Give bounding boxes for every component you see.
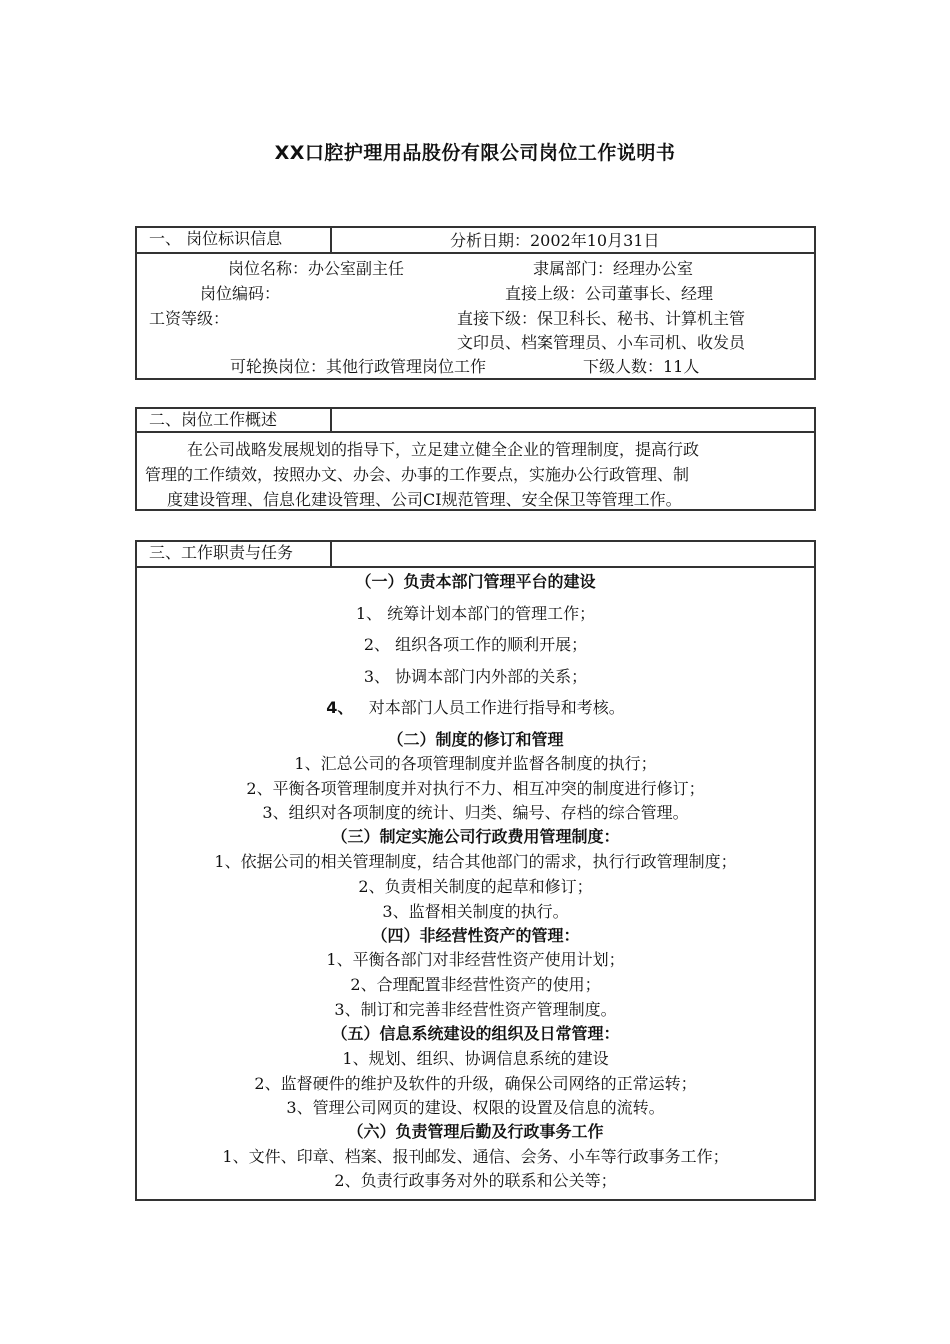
- duty-item: 3、管理公司网页的建设、权限的设置及信息的流转。: [286, 1098, 665, 1117]
- section-duties: [135, 540, 816, 1201]
- duty-item: 2、负责相关制度的起草和修订；: [358, 877, 593, 896]
- document-title: XX口腔护理用品股份有限公司岗位工作说明书: [274, 142, 676, 164]
- direct-superior: 直接上级：公司董事长、经理: [505, 284, 714, 303]
- summary-line-3: 度建设管理、信息化建设管理、公司CI规范管理、安全保卫等管理工作。: [167, 490, 682, 509]
- duty-item: 3、监督相关制度的执行。: [382, 902, 569, 921]
- section-heading-identification: 一、 岗位标识信息: [137, 228, 332, 254]
- duty-item: 1、规划、组织、协调信息系统的建设: [342, 1049, 609, 1068]
- duty-group-2-title: （二）制度的修订和管理: [387, 730, 564, 749]
- section-heading-duties: 三、工作职责与任务: [137, 542, 332, 568]
- duty-group-1-title: （一）负责本部门管理平台的建设: [355, 572, 596, 591]
- duty-item: 3、制订和完善非经营性资产管理制度。: [334, 1000, 617, 1019]
- duty-item: 1、依据公司的相关管理制度，结合其他部门的需求，执行行政管理制度；: [214, 852, 737, 871]
- duty-item: 1、平衡各部门对非经营性资产使用计划；: [326, 950, 625, 969]
- duty-item: 2、负责行政事务对外的联系和公关等；: [334, 1171, 617, 1190]
- duty-item: 1、文件、印章、档案、报刊邮发、通信、会务、小车等行政事务工作；: [222, 1147, 729, 1166]
- department: 隶属部门：经理办公室: [533, 259, 694, 278]
- divider: [332, 252, 814, 254]
- duty-group-4-title: （四）非经营性资产的管理：: [371, 926, 580, 945]
- duty-item: 1、 统筹计划本部门的管理工作；: [355, 604, 596, 623]
- duty-item: 1、汇总公司的各项管理制度并监督各制度的执行；: [294, 754, 657, 773]
- duty-group-5-title: （五）信息系统建设的组织及日常管理：: [331, 1024, 620, 1043]
- divider: [332, 431, 814, 433]
- duty-item: 3、组织对各项制度的统计、归类、编号、存档的综合管理。: [262, 803, 689, 822]
- duty-item-number: 4、: [326, 698, 354, 717]
- duty-item: 3、 协调本部门内外部的关系；: [363, 667, 588, 686]
- section-summary: [135, 407, 816, 511]
- duty-item: 2、合理配置非经营性资产的使用；: [350, 975, 601, 994]
- position-code: 岗位编码：: [200, 284, 281, 303]
- duty-item: [137, 697, 814, 719]
- duty-group-3-title: （三）制定实施公司行政费用管理制度：: [331, 827, 620, 846]
- duty-item: 2、平衡各项管理制度并对执行不力、相互冲突的制度进行修订；: [246, 779, 705, 798]
- duty-item: 2、 组织各项工作的顺利开展；: [363, 635, 588, 654]
- rotation-positions: 可轮换岗位：其他行政管理岗位工作: [230, 357, 487, 376]
- direct-subordinates-continued: 文印员、档案管理员、小车司机、收发员: [457, 333, 746, 352]
- direct-subordinates: 直接下级：保卫科长、秘书、计算机主管: [457, 309, 746, 328]
- position-name: 岗位名称：办公室副主任: [228, 259, 405, 278]
- duty-group-6-title: （六）负责管理后勤及行政事务工作: [347, 1122, 604, 1141]
- duty-item-text: 对本部门人员工作进行指导和考核。: [368, 698, 625, 717]
- divider: [332, 566, 814, 568]
- salary-grade: 工资等级：: [149, 309, 230, 328]
- section-identification: [135, 226, 816, 380]
- subordinate-count: 下级人数：11人: [583, 357, 700, 376]
- summary-line-2: 管理的工作绩效，按照办文、办会、办事的工作要点，实施办公行政管理、制: [145, 465, 690, 484]
- duty-item: 2、监督硬件的维护及软件的升级，确保公司网络的正常运转；: [254, 1074, 697, 1093]
- section-heading-summary: 二、岗位工作概述: [137, 409, 332, 433]
- analysis-date: 分析日期：2002年10月31日: [450, 231, 660, 250]
- summary-line-1: 在公司战略发展规划的指导下，立足建立健全企业的管理制度，提高行政: [187, 440, 700, 459]
